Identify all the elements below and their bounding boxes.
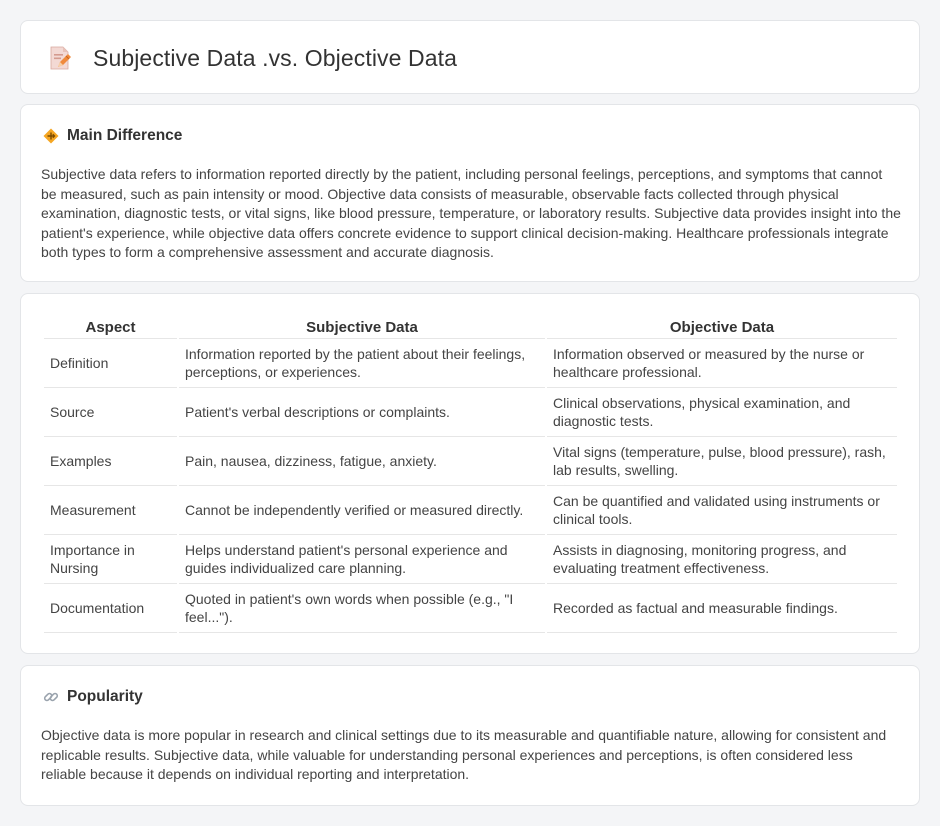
row-subjective: Quoted in patient's own words when possible (e.g., "I feel..."). [179, 584, 545, 633]
row-aspect: Importance in Nursing [44, 535, 177, 584]
main-difference-card [20, 104, 920, 282]
header-objective: Objective Data [547, 315, 897, 339]
header-aspect: Aspect [44, 315, 177, 339]
row-objective: Assists in diagnosing, monitoring progress, and evaluating treatment effectiveness. [547, 535, 897, 584]
row-subjective: Cannot be independently verified or measured directly. [179, 486, 545, 535]
row-objective: Information observed or measured by the nurse or healthcare professional. [547, 339, 897, 388]
row-aspect: Documentation [44, 584, 177, 633]
document-pen-icon [47, 45, 73, 71]
table-row [44, 339, 897, 388]
main-difference-heading [43, 127, 182, 145]
row-subjective: Information reported by the patient about their feelings, perceptions, or experiences. [179, 339, 545, 388]
table-row [44, 535, 897, 584]
row-subjective: Pain, nausea, dizziness, fatigue, anxiety. [179, 437, 545, 486]
row-aspect: Measurement [44, 486, 177, 535]
table-row [44, 388, 897, 437]
popularity-title: Popularity [67, 688, 143, 705]
row-aspect: Source [44, 388, 177, 437]
row-subjective: Helps understand patient's personal experience and guides individualized care planning. [179, 535, 545, 584]
comparison-table [42, 315, 899, 633]
popularity-text: Objective data is more popular in research and clinical settings due to its measurable and quantifiable nature, allowing for consistent and replicable results. Subjective data, while valuable for understanding personal experiences and perceptions, is often considered less reliable because it depends on individual reporting and interpretation. [41, 727, 887, 783]
main-difference-title: Main Difference [67, 127, 183, 144]
diamond-arrows-icon [43, 128, 59, 144]
popularity-card [20, 665, 920, 806]
table-row [44, 437, 897, 486]
row-objective: Vital signs (temperature, pulse, blood pressure), rash, lab results, swelling. [547, 437, 897, 486]
row-objective: Recorded as factual and measurable findings. [547, 584, 897, 633]
row-objective: Can be quantified and validated using instruments or clinical tools. [547, 486, 897, 535]
row-objective: Clinical observations, physical examination, and diagnostic tests. [547, 388, 897, 437]
table-row [44, 584, 897, 633]
popularity-heading [43, 688, 143, 706]
row-aspect: Examples [44, 437, 177, 486]
row-aspect: Definition [44, 339, 177, 388]
main-difference-text: Subjective data refers to information reported directly by the patient, including personal feelings, perceptions, and symptoms that cannot be measured, such as pain intensity or mood. Objective data consists of measurable, observable facts collected through physical examination, diagnostic tests, or vital signs, like blood pressure, temperature, or laboratory results. Subjective data provides insight into the patient's experience, while objective data offers concrete evidence to support clinical decision-making. Healthcare professionals integrate both types to form a comprehensive assessment and accurate diagnosis. [41, 166, 901, 261]
comparison-card [20, 293, 920, 654]
link-icon [43, 689, 59, 705]
table-row [44, 486, 897, 535]
header-subjective: Subjective Data [179, 315, 545, 339]
title-card [20, 20, 920, 94]
page-title: Subjective Data .vs. Objective Data [93, 44, 457, 71]
table-header-row [44, 315, 897, 339]
row-subjective: Patient's verbal descriptions or complaints. [179, 388, 545, 437]
